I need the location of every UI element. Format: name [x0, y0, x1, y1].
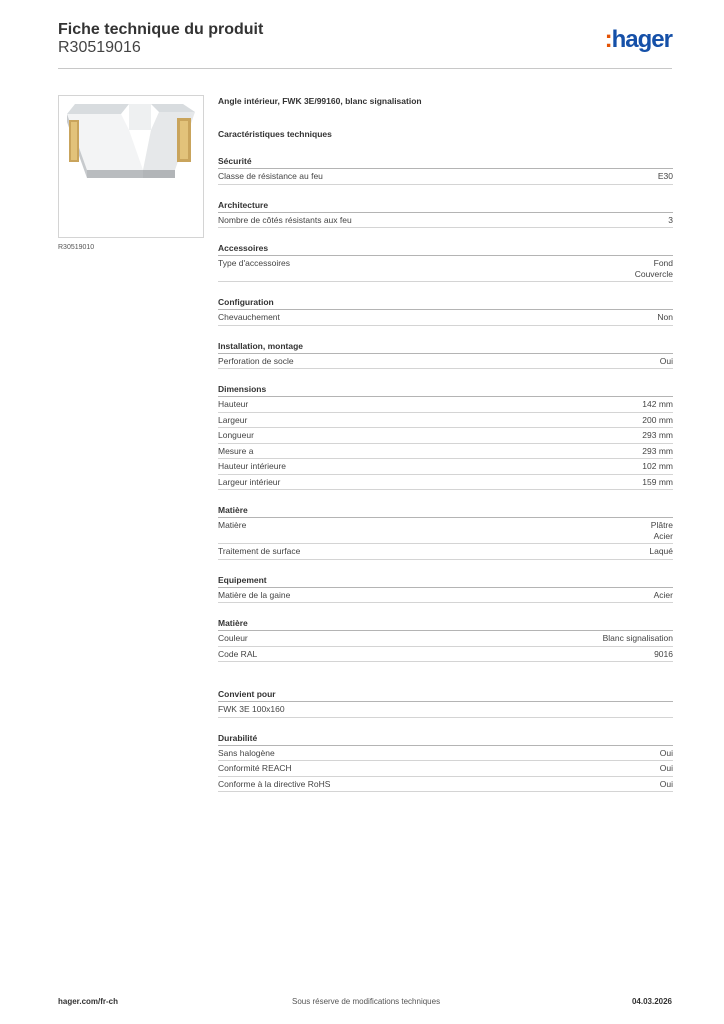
- footer-website: hager.com/fr-ch: [58, 997, 119, 1006]
- section-title: Dimensions: [218, 383, 673, 397]
- spec-value-line: Non: [657, 312, 673, 322]
- spec-section: [218, 155, 673, 185]
- spec-value: [635, 258, 673, 279]
- spec-row: [218, 169, 673, 185]
- spec-label: Conforme à la directive RoHS: [218, 778, 331, 789]
- spec-section: [218, 383, 673, 490]
- spec-value-line: Oui: [659, 763, 673, 773]
- spec-value-line: Oui: [659, 355, 673, 366]
- spec-value: [658, 171, 673, 182]
- spec-row: [218, 631, 673, 647]
- spec-label: Longueur: [218, 430, 254, 440]
- spec-value-line: E30: [657, 171, 673, 181]
- product-description: Angle intérieur, FWK 3E/99160, blanc signalisation: [218, 96, 422, 106]
- spec-value-line: 293 mm: [642, 445, 673, 456]
- spec-section: [218, 732, 673, 793]
- spec-row: [218, 544, 673, 560]
- spec-label: Matière de la gaine: [218, 589, 291, 600]
- spec-row: [218, 702, 673, 718]
- spec-row: [218, 459, 673, 475]
- spec-section: [218, 242, 673, 282]
- spec-label: Hauteur: [218, 399, 249, 409]
- spec-value-line: 9016: [654, 648, 673, 659]
- section-title: Configuration: [218, 296, 673, 310]
- spec-value: [603, 633, 673, 644]
- spec-section: [218, 688, 673, 718]
- spec-label: Code RAL: [218, 648, 258, 659]
- spec-label: Nombre de côtés résistants aux feu: [218, 214, 352, 225]
- section-title: Accessoires: [218, 242, 673, 256]
- spec-section: [218, 617, 673, 662]
- spec-label: Type d'accessoires: [218, 258, 291, 268]
- product-reference: R30519016: [58, 39, 141, 56]
- spec-label: Traitement de surface: [218, 546, 301, 556]
- spec-value: [660, 779, 673, 790]
- spec-row: [218, 354, 673, 370]
- spec-row: [218, 310, 673, 326]
- spec-value: [668, 215, 673, 226]
- spec-value: [660, 748, 673, 759]
- spec-value: [642, 446, 673, 457]
- spec-label: FWK 3E 100x160: [218, 704, 285, 714]
- spec-content: [218, 95, 673, 792]
- spec-label: Mesure a: [218, 445, 254, 456]
- section-title: Matière: [218, 617, 673, 631]
- spec-row: [218, 256, 673, 282]
- spec-value: [642, 430, 673, 441]
- spec-row: [218, 428, 673, 444]
- characteristics-title: Caractéristiques techniques: [218, 129, 332, 139]
- spec-value-line: Acier: [653, 589, 673, 600]
- spec-label: Classe de résistance au feu: [218, 171, 323, 181]
- spec-label: Perforation de socle: [218, 355, 294, 366]
- image-caption: R30519010: [58, 244, 95, 251]
- page-header: [58, 20, 672, 69]
- spec-value: [660, 763, 673, 774]
- spec-value: [654, 590, 673, 601]
- spec-row: [218, 397, 673, 413]
- spec-section: [218, 340, 673, 370]
- spec-section: [218, 504, 673, 560]
- spec-section: [218, 296, 673, 326]
- spec-row: [218, 475, 673, 491]
- spec-section: [218, 199, 673, 229]
- spec-value-line: Oui: [659, 747, 673, 758]
- spec-sections: [218, 155, 673, 792]
- section-title: Equipement: [218, 574, 673, 588]
- spec-row: [218, 761, 673, 777]
- spec-value-line: Oui: [659, 778, 673, 789]
- spec-row: [218, 213, 673, 229]
- spec-row: [218, 777, 673, 793]
- footer-date: 04.03.2026: [631, 997, 672, 1006]
- spec-value: [642, 399, 673, 410]
- spec-value-line: Couvercle: [634, 268, 673, 279]
- spec-row: [218, 444, 673, 460]
- spec-value-line: Acier: [653, 530, 673, 541]
- spec-value-line: Blanc signalisation: [602, 633, 673, 643]
- spec-section: [218, 574, 673, 604]
- spec-value-line: 142 mm: [642, 399, 673, 409]
- spec-label: Sans halogène: [218, 747, 275, 758]
- document-title: Fiche technique du produit: [58, 21, 264, 38]
- spec-row: [218, 518, 673, 544]
- spec-value-line: Plâtre: [650, 520, 673, 530]
- spec-label: Hauteur intérieure: [218, 461, 287, 471]
- spec-value: [657, 312, 673, 323]
- spec-value: [642, 477, 673, 488]
- spec-value-line: 102 mm: [642, 461, 673, 471]
- section-title: Architecture: [218, 199, 673, 213]
- spec-value: [642, 415, 673, 426]
- spec-value-line: Laqué: [649, 546, 673, 556]
- hager-logo: :hager: [604, 26, 672, 53]
- spec-value: [642, 461, 673, 472]
- spec-label: Chevauchement: [218, 312, 280, 322]
- spec-label: Matière: [218, 520, 247, 530]
- product-image: [58, 95, 204, 238]
- spec-value-line: 200 mm: [642, 414, 673, 425]
- section-title: Installation, montage: [218, 340, 673, 354]
- spec-value: [649, 546, 673, 557]
- spec-value-line: Fond: [653, 258, 673, 268]
- section-title: Durabilité: [218, 732, 673, 746]
- section-title: Sécurité: [218, 155, 673, 169]
- spec-label: Largeur: [218, 414, 248, 425]
- spec-row: [218, 588, 673, 604]
- section-title: Matière: [218, 504, 673, 518]
- spec-value-line: 159 mm: [642, 476, 673, 487]
- spec-row: [218, 647, 673, 663]
- spec-label: Largeur intérieur: [218, 476, 281, 487]
- spec-value-line: 293 mm: [642, 430, 673, 440]
- spec-label: Conformité REACH: [218, 763, 292, 773]
- spec-value-line: 3: [668, 214, 673, 225]
- spec-row: [218, 746, 673, 762]
- spec-value: [654, 649, 673, 660]
- footer-disclaimer: Sous réserve de modifications techniques: [292, 997, 441, 1006]
- spec-label: Couleur: [218, 633, 248, 643]
- section-title: Convient pour: [218, 688, 673, 702]
- spec-row: [218, 413, 673, 429]
- spec-value: [660, 356, 673, 367]
- spec-value: [651, 520, 673, 541]
